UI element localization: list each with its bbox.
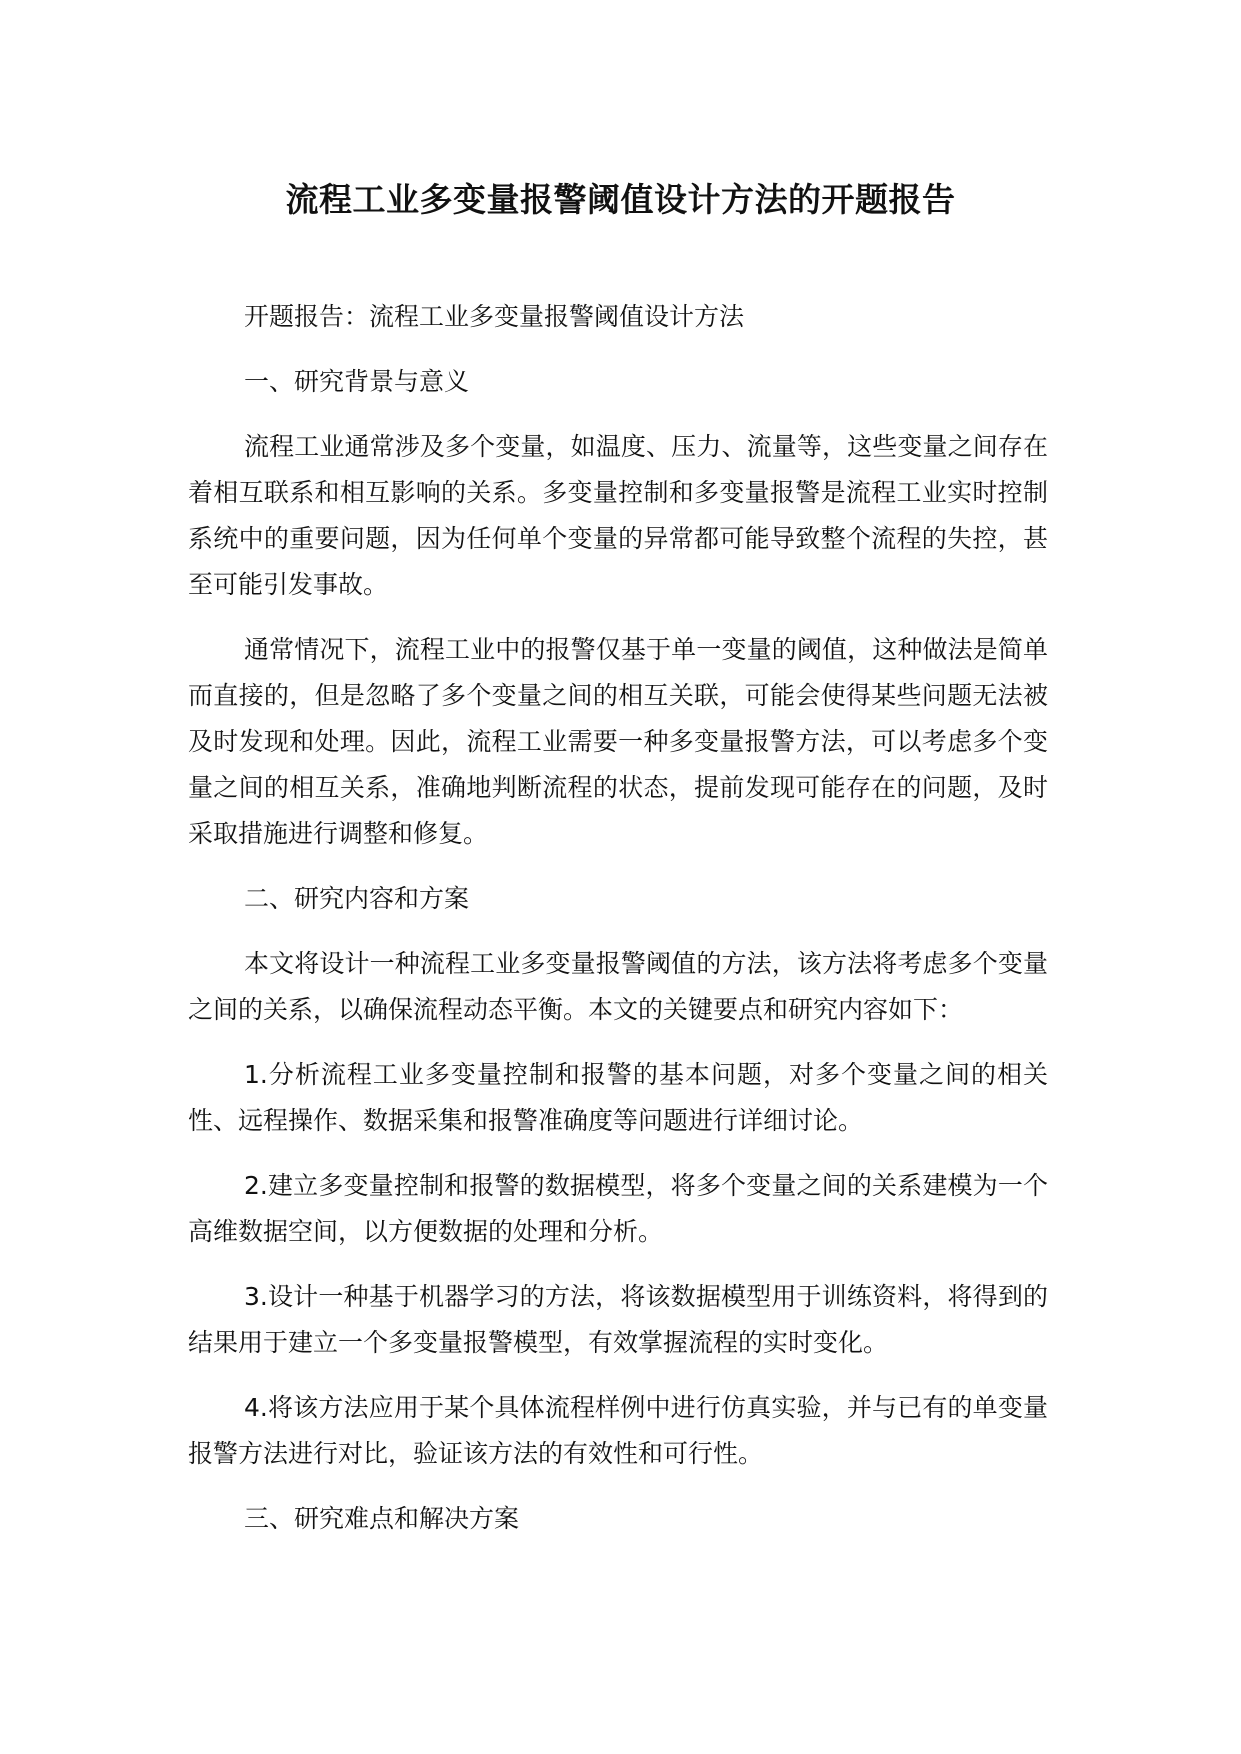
section-1-paragraph-2: 通常情况下，流程工业中的报警仅基于单一变量的阈值，这种做法是简单而直接的，但是忽略了多个变量之间的相互关联，可能会使得某些问题无法被及时发现和处理。因此，流程工业需要一种多变量报警方法，可以考虑多个变量之间的相互关系，准确地判断流程的状态，提前发现可能存在的问题，及时采取措施进行调整和修复。 <box>188 635 1048 848</box>
section-1-paragraph-1: 流程工业通常涉及多个变量，如温度、压力、流量等，这些变量之间存在着相互联系和相互影响的关系。多变量控制和多变量报警是流程工业实时控制系统中的重要问题，因为任何单个变量的异常都可能导致整个流程的失控，甚至可能引发事故。 <box>188 432 1048 599</box>
report-subtitle: 开题报告：流程工业多变量报警阈值设计方法 <box>244 302 745 331</box>
section-1-heading: 一、研究背景与意义 <box>244 367 470 396</box>
section-2-item-2: 2.建立多变量控制和报警的数据模型，将多个变量之间的关系建模为一个高维数据空间，以方便数据的处理和分析。 <box>188 1171 1048 1246</box>
section-2-item-4: 4.将该方法应用于某个具体流程样例中进行仿真实验，并与已有的单变量报警方法进行对比，验证该方法的有效性和可行性。 <box>188 1393 1048 1468</box>
section-2-intro: 本文将设计一种流程工业多变量报警阈值的方法，该方法将考虑多个变量之间的关系，以确保流程动态平衡。本文的关键要点和研究内容如下： <box>188 949 1048 1024</box>
document-title: 流程工业多变量报警阈值设计方法的开题报告 <box>285 180 956 219</box>
section-2-heading: 二、研究内容和方案 <box>244 884 470 913</box>
document-body <box>188 294 1048 1561</box>
section-3-heading: 三、研究难点和解决方案 <box>244 1504 520 1533</box>
section-2-item-1: 1.分析流程工业多变量控制和报警的基本问题，对多个变量之间的相关性、远程操作、数据采集和报警准确度等问题进行详细讨论。 <box>188 1060 1048 1135</box>
section-2-item-3: 3.设计一种基于机器学习的方法，将该数据模型用于训练资料，将得到的结果用于建立一个多变量报警模型，有效掌握流程的实时变化。 <box>188 1282 1048 1357</box>
